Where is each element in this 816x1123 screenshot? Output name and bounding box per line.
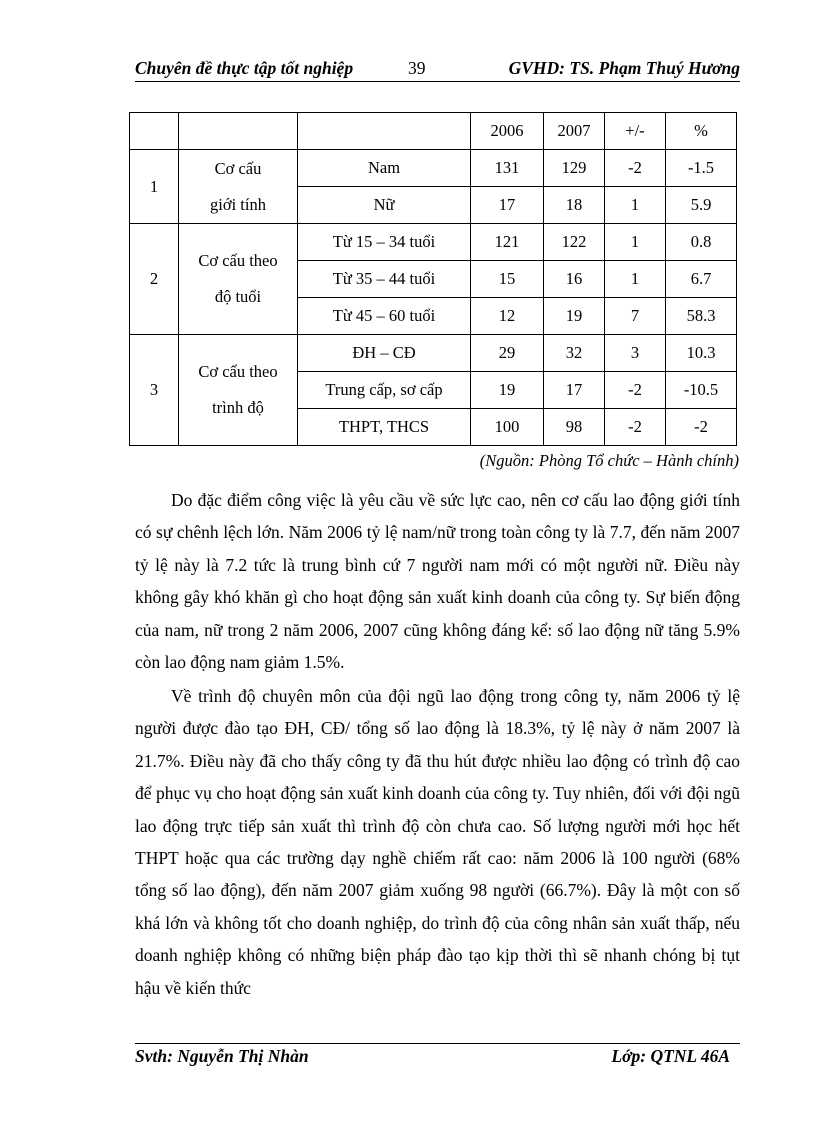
value-2007: 122 (544, 224, 605, 261)
table-source-note: (Nguồn: Phòng Tổ chức – Hành chính) (479, 451, 739, 470)
group-title-line: Cơ cấu (214, 158, 262, 178)
value-2007: 19 (544, 298, 605, 335)
value-pct: 58.3 (666, 298, 737, 335)
value-diff: 3 (605, 335, 666, 372)
value-pct: -2 (666, 409, 737, 446)
group-title-line: độ tuổi (214, 287, 262, 306)
table-row (130, 335, 737, 372)
value-2007: 98 (544, 409, 605, 446)
value-2007: 32 (544, 335, 605, 372)
value-diff: 7 (605, 298, 666, 335)
page-footer (135, 1046, 740, 1068)
group-number: 2 (130, 224, 179, 335)
value-2006: 17 (471, 187, 544, 224)
table-header-cell (298, 113, 471, 150)
value-2006: 100 (471, 409, 544, 446)
page-number: 39 (408, 58, 426, 78)
row-label: Trung cấp, sơ cấp (298, 372, 471, 409)
footer-divider (135, 1043, 740, 1044)
value-2007: 16 (544, 261, 605, 298)
value-diff: 1 (605, 224, 666, 261)
value-pct: -10.5 (666, 372, 737, 409)
group-title-line: giới tính (210, 194, 266, 214)
value-diff: 1 (605, 261, 666, 298)
value-pct: -1.5 (666, 150, 737, 187)
value-diff: -2 (605, 409, 666, 446)
value-2006: 121 (471, 224, 544, 261)
value-pct: 10.3 (666, 335, 737, 372)
value-2007: 129 (544, 150, 605, 187)
table-header-cell: % (666, 113, 737, 150)
value-2006: 12 (471, 298, 544, 335)
row-label: Từ 15 – 34 tuổi (298, 224, 471, 261)
table-header-cell: 2007 (544, 113, 605, 150)
row-label: Nam (298, 150, 471, 187)
page-header (135, 58, 740, 82)
labor-structure-table (129, 112, 737, 446)
header-supervisor: GVHD: TS. Phạm Thuý Hương (508, 58, 740, 78)
value-2006: 131 (471, 150, 544, 187)
row-label: THPT, THCS (298, 409, 471, 446)
value-2006: 19 (471, 372, 544, 409)
body-paragraph: Về trình độ chuyên môn của đội ngũ lao động trong công ty, năm 2006 tỷ lệ người được đào tạo ĐH, CĐ/ tổng số lao động là 18.3%, tỷ lệ này ở năm 2007 là 21.7%. Điều này đã cho thấy công ty đã thu hút được nhiều lao động có trình độ cao để phục vụ cho hoạt động sản xuất kinh doanh của công ty. Tuy nhiên, đối với đội ngũ lao động trực tiếp sản xuất thì trình độ còn chưa cao. Số lượng người mới học hết THPT hoặc qua các trường dạy nghề chiếm rất cao: năm 2006 là 100 người (68% tổng số lao động), đến năm 2007 giảm xuống 98 người (66.7%). Đây là một con số khá lớn và không tốt cho doanh nghiệp, do trình độ của công nhân sản xuất thấp, nếu doanh nghiệp không có những biện pháp đào tạo kịp thời thì sẽ nhanh chóng bị tụt hậu về kiến thức (135, 686, 740, 998)
table-header-cell (179, 113, 298, 150)
value-pct: 6.7 (666, 261, 737, 298)
value-diff: 1 (605, 187, 666, 224)
value-diff: -2 (605, 150, 666, 187)
group-number: 1 (130, 150, 179, 224)
table-row (130, 224, 737, 261)
table-header-cell: 2006 (471, 113, 544, 150)
group-title (179, 224, 298, 335)
group-title-line: Cơ cấu theo (198, 251, 278, 270)
row-label: Từ 35 – 44 tuổi (298, 261, 471, 298)
group-title (179, 335, 298, 446)
value-2007: 18 (544, 187, 605, 224)
row-label: Nữ (298, 187, 471, 224)
value-2006: 29 (471, 335, 544, 372)
value-2007: 17 (544, 372, 605, 409)
value-pct: 5.9 (666, 187, 737, 224)
group-number: 3 (130, 335, 179, 446)
header-title: Chuyên đề thực tập tốt nghiệp (135, 58, 354, 78)
header-divider (135, 81, 740, 82)
row-label: Từ 45 – 60 tuổi (298, 298, 471, 335)
value-pct: 0.8 (666, 224, 737, 261)
table-row (130, 150, 737, 187)
group-title (179, 150, 298, 224)
value-2006: 15 (471, 261, 544, 298)
footer-student: Svth: Nguyễn Thị Nhàn (135, 1046, 309, 1066)
group-title-line: Cơ cấu theo (198, 362, 278, 381)
row-label: ĐH – CĐ (298, 335, 471, 372)
table-header-row (130, 113, 737, 150)
footer-class: Lớp: QTNL 46A (611, 1046, 730, 1066)
body-paragraph: Do đặc điểm công việc là yêu cầu về sức lực cao, nên cơ cấu lao động giới tính có sự chênh lệch lớn. Năm 2006 tỷ lệ nam/nữ trong toàn công ty là 7.7, đến năm 2007 tỷ lệ này là 7.2 tức là trung bình cứ 7 người nam mới có một người nữ. Điều này không gây khó khăn gì cho hoạt động sản xuất kinh doanh của công ty. Sự biến động của nam, nữ trong 2 năm 2006, 2007 cũng không đáng kể: số lao động nữ tăng 5.9% còn lao động nam giảm 1.5%. (135, 490, 740, 673)
table-header-cell (130, 113, 179, 150)
group-title-line: trình độ (212, 398, 264, 417)
table-header-cell: +/- (605, 113, 666, 150)
value-diff: -2 (605, 372, 666, 409)
